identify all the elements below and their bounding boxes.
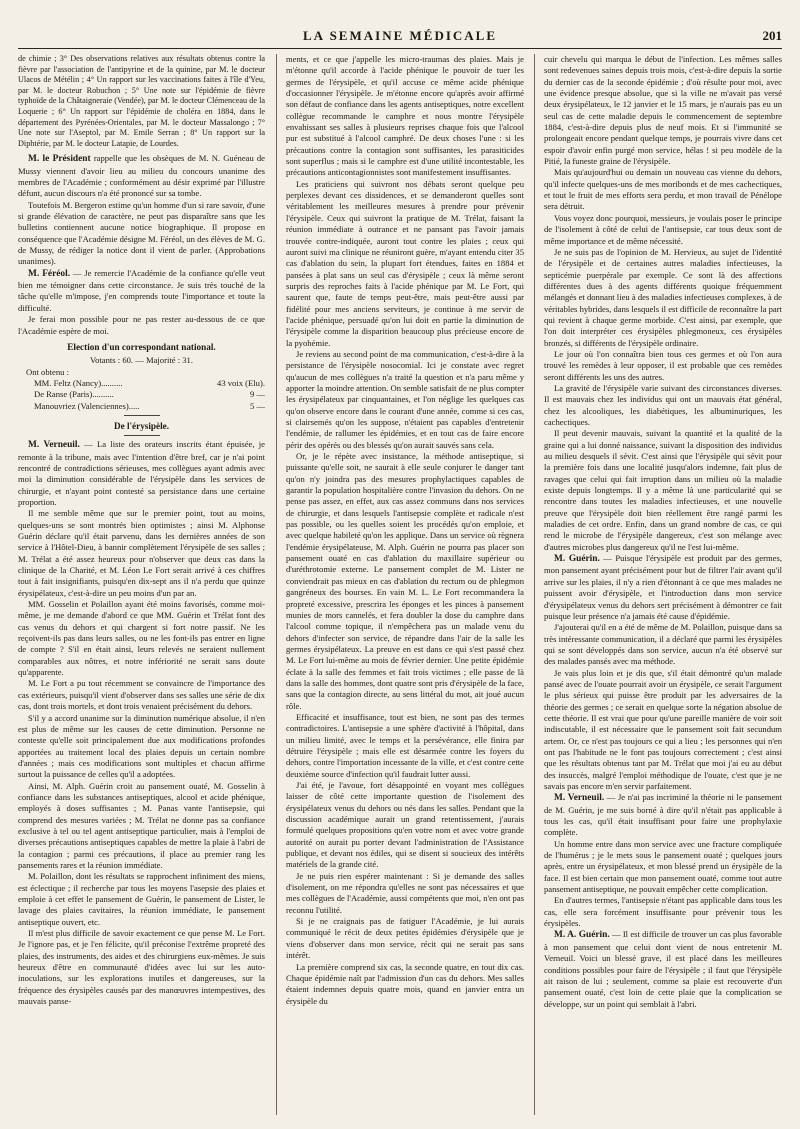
speaker-name: M. Verneuil. [28, 440, 80, 451]
paragraph: Un homme entre dans mon service avec une fracture compliquée de l'humérus ; je le mets sous le pansement ouaté ; quelques jours après, entre un érysipélateux, et mon blessé prend un érysipèle de la face. Il est bien certain que mon pansement ouaté, comme tout autre pansement antiseptique, ne pouvait empêcher cette complication. [544, 838, 782, 895]
speaker-name: M. A. Guérin. [554, 930, 610, 941]
page-number: 201 [762, 28, 782, 43]
paragraph: Je ferai mon possible pour ne pas rester au-dessous de ce que l'Académie espère de moi. [18, 314, 265, 336]
ont-obtenu-label: Ont obtenu : [26, 366, 69, 377]
paragraph-text: — Il est difficile de trouver un cas plus favorable à mon pansement que celui dont vient de nous entretenir M. Verneuil. Voici un blessé grave, il est placé dans les meilleures conditions possibles pour faire de l'érysipèle ; il faut que l'érysipèle ait raison de lui ; seulement, comme sa plaie est recouverte d'un pansement ouaté, c'est loin de cette plaie que la complication se développe, sur un point qui semblait à l'abri. [544, 929, 782, 1009]
paragraph: Or, je le répète avec insistance, la méthode antiseptique, si puissante qu'elle soit, ne saurait à elle seule conjurer le danger tant qu'on n'y joindra pas des mesures prophylactiques capables de garantir la population hospitalière contre l'invasion du dehors. On ne pense pas assez, en effet, aux cas assez communs dans nos services de chirurgie, et dans lesquels l'antisepsie complète et radicale n'est pas possible, ou les quelles soient les procédés qu'on emploie, et avec quelque habileté qu'on les applique. Dans un service où règnera l'endémie érysipélateuse, M. Alph. Guérin ne pourra pas placer son pansement ouaté en cas d'ablation du maxillaire supérieur ou d'uréthrotomie externe. Le pansement complet de M. Lister ne conviendrait pas mieux en cas d'ablation du rectum ou de phlegmon gangréneux des bourses. En vain M. L. Le Fort recommandera la propreté excessive, prescrira les éponges et les pinces à pansement munies de mors cannelés, et fera doubler la dose du camphre dans l'alcool comme topique, il n'empêchera pas un malade venu du dehors d'infecter son service, de répandre dans l'air de la salle les germes érysipélateux. La preuve en est dans ce qui s'est passé chez M. Le Fort lui-même au mois de février dernier. Une petite épidémie éclate à la salle des femmes et fait trois victimes ; elle passe de là dans la salle des hommes, dont quatre sont pris d'érysipèle de la face, sans que la contagion directe, au sens littéral du mot, ait joué aucun rôle. [286, 451, 524, 711]
paragraph: Les praticiens qui suivront nos débats seront quelque peu perplexes devant ces dissidences, et se demanderont quelles sont véritablement les meilleures mesures à prendre pour prévenir l'érysipèle. Ceux qui suivront la pratique de M. Trélat, faisant la réunion immédiate à outrance et ne pansant pas l'avoir jamais trouvée contre-indiquée, auront tout contre les plaies ; ceux qui auront suivi ma clinique ne réuniront guère, m'ayant entendu citer 35 cas d'ablation du sein, la plupart fort étendues, faites en 1884 et pansées à plat sans un seul cas d'érysipèle ; ceux là même seront surpris des reproches faits à l'acide phénique par M. Le Fort, qui saurent que, faute de temps peut-être, mais peut-être aussi par fidélité pour mes anciens serviteurs, je continue à me servir de l'acide phénique, persuadé qu'on lui doit en partie la diminution de l'érysipèle comme la disparition beaucoup plus précieuse encore de la pyohémie. [286, 178, 524, 348]
paragraph-text: — Je remercie l'Académie de la confiance qu'elle veut bien me témoigner dans cette circonstance. Je suis très touché de la tâche qu'elle m'impose, j'en comprends toute l'importance et toute la difficulté. [18, 267, 265, 313]
running-header [18, 26, 782, 49]
paragraph: Je ne puis rien espérer maintenant : Si je demande des salles d'isolement, on me répondra qu'elles ne sont pas nécessaires et que mes collègues de l'Académie, aussi compétents que moi, n'en ont pas reconnu l'utilité. [286, 870, 524, 915]
vote-row [18, 389, 265, 400]
column-2 [276, 54, 524, 1115]
column-1 [18, 54, 266, 1115]
paragraph [544, 792, 782, 838]
paragraph [18, 153, 265, 199]
paragraph: La première comprend six cas, la seconde quatre, en tout dix cas. Chaque épidémie naît par l'admission d'un cas du dehors. Mes salles étaient indemnes depuis quatre mois, quand en janvier entra un érysipèle du [286, 961, 524, 1006]
paragraph [18, 439, 265, 508]
paragraph: Toutefois M. Bergeron estime qu'un homme d'un si rare savoir, d'une si grande élévation de caractère, ne peut pas disparaître sans que les bulletins contiennent aucune notice biographique. Il propose en conséquence que l'Académie désigne M. Féréol, un des élèves de M. G. de Mussy, de rédiger la notice dont il vient de parler. (Approbations unanimes). [18, 199, 265, 267]
vote-result: 43 voix (Elu). [217, 377, 265, 388]
text-columns [18, 54, 782, 1115]
paragraph: ments, et ce que j'appelle les micro-traumas des plaies. Mais je m'étonne qu'il accorde à l'acide phénique le pouvoir de tuer les germes de l'érysipèle, et qu'il accuse ce même acide phénique d'occasionner l'érysipèle. Je m'étonne encore qu'après avoir affirmé son défaut de confiance dans les agents antiseptiques, notre excellent collègue recommande le camphre et nous montre l'érysipèle envahissant ses salles à plusieurs reprises chaque fois que l'alcool pur est substitué à l'alcool camphré. De deux choses l'une : si les précautions contre la contagion sont suffisantes, les parasiticides sont superflus ; mais si le camphre est d'une utilité incontestable, les précautions anticontagionnistes sont manifestement insuffisantes. [286, 54, 524, 178]
paragraph: MM. Gosselin et Polaillon ayant été moins favorisés, comme moi-même, je me demande d'abord ce que MM. Guérin et Trélat font des cas venus du dehors et qui chargent si fort notre passif. Ne les reçoivent-ils pas dans leurs salles, ou ne les font-ils pas entrer en ligne de compte ? S'il en était ainsi, leurs relevés ne seraient nullement comparables aux nôtres, et notre infériorité ne serait sans doute qu'apparente. [18, 599, 265, 678]
paragraph: M. Le Fort a pu tout récemment se convaincre de l'importance des cas extérieurs, puisqu'il vient d'observer dans ses salles une série de dix cas, dont trois mortels, et dont trois venaient précisément du dehors. [18, 678, 265, 712]
paragraph: Efficacité et insuffisance, tout est bien, ne sont pas des termes contradictoires. L'antisepsie a une sphère d'activité à l'hôpital, dans un milieu limité, avec le temps et la persévérance, elle finira par détruire l'érysipèle ; mais elle est désarmée contre les foyers du dehors, contre l'importation incessante de la ville, et c'est contre cette deuxième source d'infection qu'il faudrait lutter aussi. [286, 711, 524, 779]
vote-row [18, 401, 265, 412]
paragraph: La gravité de l'érysipèle varie suivant des circonstances diverses. Il est mauvais chez les individus qui ont un mauvais état général, chez les alcooliques, les diabétiques, les albuminuriques, les cachectiques. [544, 382, 782, 427]
paragraph: cuir chevelu qui marqua le début de l'infection. Les mêmes salles sont redevenues saines depuis trois mois, c'est-à-dire depuis la sortie du dernier cas de la seconde épidémie ; d'où résulte pour moi, avec une évidence presque absolue, que si la ville ne m'avait pas versé deux érysipélateux, le 12 janvier et le 15 mars, je n'aurais pas eu un seul cas de cette maladie depuis le commencement de septembre 1884, c'est-à-dire depuis plus de neuf mois. Et si l'immunité se prolongeait encore pendant quelque temps, je pourrais vivre dans cet espoir d'avoir enfin purgé mon service, hélas ! si peu modèle de la Pitié, la funeste graine de l'érysipèle. [544, 54, 782, 167]
vote-candidate: MM. Feltz (Nancy).......... [34, 377, 123, 388]
paragraph: Vous voyez donc pourquoi, messieurs, je voulais poser le principe de l'isolement à côté de celui de l'antisepsie, car tous deux sont de même importance et de même nécessité. [544, 212, 782, 246]
vote-result: 9 — [249, 389, 265, 400]
paragraph: S'il y a accord unanime sur la diminution numérique absolue, il n'en est plus de même sur les causes de cette diminution. Personne ne conteste qu'elle soit principalement due aux modifications profondes apportées au traitement local des plaies depuis un certain nombre d'années ; mais ces modifications sont multiples et chacun affirme surtout la puissance de celles qu'il a adoptées. [18, 712, 265, 780]
speaker-name: M. le Président [28, 154, 91, 165]
section-heading-election: Election d'un correspondant national. [67, 341, 216, 352]
votants-line: Votants : 60. — Majorité : 31. [90, 355, 193, 366]
speaker-name: M. Verneuil. [554, 793, 605, 804]
paragraph [544, 553, 782, 622]
paragraph: Si je ne craignais pas de fatiguer l'Académie, je lui aurais communiqué le récit de deux petites épidémies d'érysipèle que je viens d'observer dans mon service, récit qui ne serait pas sans intérêt. [286, 916, 524, 961]
divider [124, 435, 160, 436]
paragraph: En d'autres termes, l'antisepsie n'étant pas applicable dans tous les cas, elle sera forcément insuffisante pour prévenir tous les érysipèles. [544, 895, 782, 929]
vote-row [18, 378, 265, 389]
paragraph: Ainsi, M. Alph. Guérin croit au pansement ouaté, M. Gosselin à confiance dans les substances antiseptiques, alcool et acide phénique, employés à doses suffisantes ; M. Panas vante l'antisepsie, qui comprend des mesures variées ; M. Trélat ne donne pas sa confiance exclusive à tel ou tel agent antiseptique particulier, mais à l'emploi de diverses précautions antiseptiques capables de mettre la plaie à l'abri de la contagion ; parmi ces précautions, il place au premier rang les pansements rares et la réunion immédiate. [18, 780, 265, 870]
paragraph: Il peut devenir mauvais, suivant la quantité et la qualité de la graine qui a lui donné naissance, suivant la disposition des individus au milieu desquels il sévit. C'est ainsi que l'érysipèle qui sévit pour la première fois dans une localité jusqu'alors indemne, fait plus de ravages que celui qui fait irruption dans un milieu où la maladie existe depuis longtemps. Il y a même là une particularité qui se rencontre dans toutes les maladies infectieuses, et une nouvelle preuve que l'érysipèle doit bien réellement être rangé parmi les maladies de cet ordre. Enfin, dans un grand nombre de cas, ce qui rend le microbe de l'érysipèle dangereux, c'est son mélange avec d'autres microbes plus dangereux qu'il ne l'est lui-même. [544, 428, 782, 552]
section-heading-erysipele: De l'érysipèle. [113, 420, 170, 431]
divider [124, 415, 160, 416]
paragraph: Je reviens au second point de ma communication, c'est-à-dire à la persistance de l'érysipèle nosocomial. Ici je constate avec regret qu'aucun de mes collègues n'a traité la question et n'a paru même y apporter la moindre attention. On semble satisfait de ne plus compter les érysipélateux par cinquantaines, et l'on néglige les quelques cas qu'on observe encore dans le courant d'une année, comme si ces cas, si clairsemés qu'on les suppose, n'étaient pas capables d'entretenir l'endémie, de rallumer les épidémies, et en tout cas de faire encore périr des opérés ou des blessés qu'on aurait sauvés sans cela. [286, 348, 524, 450]
paragraph: M. Polaillon, dont les résultats se rapprochent infiniment des miens, est éclectique ; il recherche par tous les moyens l'asepsie des plaies et emploie à cet effet le pansement de Guérin, le pansement de Lister, le lavage des plaies cavitaires, la réunion immédiate, le pansement antiseptique ouvert, etc. [18, 871, 265, 927]
vote-candidate: Manouvriez (Valenciennes)..... [34, 400, 140, 411]
column-3 [534, 54, 782, 1115]
paragraph: Je ne suis pas de l'opinion de M. Hervieux, au sujet de l'identité de l'érysipèle et de certaines autres maladies infectieuses, la septicémie puerpérale par exemple. Ce sont là des affections différentes dues à des agents différents quoique fréquemment mélangés et donnant lieu à des maladies infectieuses complexes, à de véritables hybrides, dans lesquels il est difficile de reconnaître la part qui revient à chaque germe morbide. C'est ainsi, par exemple, que l'on doit interpréter ces érysipèles phlegmoneux, ces érysipèles bronzés, si différents de l'érysipèle ordinaire. [544, 246, 782, 348]
paragraph: Je vais plus loin et je dis que, s'il était démontré qu'un malade pansé avec de l'ouate pourrait avoir un érysipèle, ce serait l'argument le plus sérieux qui puisse être produit par les adversaires de la théorie des germes ; ce serait en quelque sorte la négation absolue de cette théorie. Il est vrai que pour qu'une pareille manière de voir soit indiscutable, il est nécessaire que le pansement soit fait secundum artem. Or, ce n'est pas toujours ce qui a lieu ; les personnes qui n'en ont pas l'habitude ne le font pas toujours correctement ; c'est ainsi que les résultats obtenus tant par M. Trélat que moi j'ai eu au début des insuccès, malgré l'emploi méthodique de l'ouate, c'est que je ne savais pas encore m'en servir parfaitement. [544, 667, 782, 791]
paragraph: Il me semble même que sur le premier point, tout au moins, quelques-uns se sont montrés bien optimistes ; ainsi M. Alphonse Guérin déclare qu'il était parvenu, dans les dernières années de son service à l'Hôtel-Dieu, à bannir complètement l'érysipèle de ses salles ; M. Trélat a été assez heureux pour n'observer que deux cas dans la clinique de la Charité, et M. Léon Le Fort serait arrivé à ces chiffres tout à fait insignifiants, puisqu'en dix-sept ans il n'a perdu que quinze érysipélateux, c'est-à-dire un peu moins d'un par an. [18, 508, 265, 598]
speaker-name: M. Guérin. [554, 554, 600, 565]
paragraph: Mais qu'aujourd'hui ou demain un nouveau cas vienne du dehors, qu'il infecte quelques-uns de mes moribonds et de mes cachectiques, et tout le fruit de mes efforts sera perdu, et mon travail de Pénélope sera détruit. [544, 167, 782, 212]
paragraph: Il m'est plus difficile de savoir exactement ce que pense M. Le Fort. Je l'ignore pas, et je l'en félicite, qu'il préconise l'extrême propreté des plaies, des instruments, des aides et des chirurgiens eux-mêmes. Je suis heureux d'être en communauté d'idées avec lui sur les auto-inoculations, sur les explorations inutiles et dangereuses, sur la fréquence des érysipèles causés par des manœuvres intempestives, des mauvais panse- [18, 928, 265, 1007]
vote-candidate: De Ranse (Paris).......... [34, 389, 114, 400]
paragraph: J'ai été, je l'avoue, fort désappointé en voyant mes collègues laisser de côté cette importante question de l'isolement des érysipélateux venus du dehors ou nés dans les salles. Pendant que la discussion académique aurait un grand retentissement, j'aurais formulé quelques propositions qu'en votre nom et avec votre grande autorité on aurait pu porter devant l'administration de l'Assistance publique, et devant nos édiles, qui se disent si soucieux des intérêts matériels de la grande cité. [286, 780, 524, 870]
paragraph-text: — Je n'ai pas incriminé la théorie ni le pansement de M. Guérin, je me suis borné à dire qu'il n'était pas applicable à tous les cas, qu'il était insuffisant pour faire une prophylaxie complète. [544, 792, 782, 838]
paragraph [544, 929, 782, 1009]
running-title: LA SEMAINE MÉDICALE [302, 28, 498, 43]
paragraph-text: — La liste des orateurs inscrits étant épuisée, je remonte à la tribune, mais avec l'intention d'être bref, car je n'ai point rencontré de contradictions sérieuses, mes collègues ayant admis avec moi la diminution considérable de l'érysipèle dans les services de chirurgie, et n'ayant point contesté sa persistance dans une certaine proportion. [18, 439, 265, 507]
paragraph: de chimie ; 3° Des observations relatives aux résultats obtenus contre la fièvre par l'association de l'antipyrine et de la quinine, par M. le docteur Ulacos de Métélin ; 4° Un rapport sur les vaccinations faites à l'île d'Yeu, par M. le docteur Robuchon ; 5° Une note sur l'épidémie de fièvre typhoïde de la Châtaigneraie (Vendée), par M. le docteur Clémenceau de la Loquerie ; 6° Un rapport sur l'épidémie de choléra en 1884, dans le département des Pyrénées-Orientales, par M. le docteur Massalongo ; 7° Une note sur l'Aseptol, par M. Emile Serran ; 8° Un rapport sur la Diphtérie, par M. le docteur Latapie, de Lourdes. [18, 54, 265, 148]
paragraph-text: rappelle que les obsèques de M. N. Guéneau de Mussy viennent d'avoir lieu au milieu du concours unanime des membres de l'Académie ; conformément au désir exprimé par l'illustre défunt, aucun discours n'a été prononcé sur sa tombe. [18, 153, 265, 199]
paragraph [18, 268, 265, 314]
paragraph: Le jour où l'on connaîtra bien tous ces germes et où l'on aura trouvé les remèdes à leur opposer, il est probable que ces remèdes seront différents les uns des autres. [544, 348, 782, 382]
paragraph-text: — Puisque l'érysipèle est produit par des germes, mon pansement ayant précisément pour but de filtrer l'air avant qu'il arrive sur les plaies, il n'y a rien d'étonnant à ce que mes malades ne puissent avoir d'érysipèle, et l'introduction dans mon service d'érysipélateux venus du dehors sert précisément à démontrer ce fait puisque leur présence n'a jamais été cause d'épidémie. [544, 553, 782, 621]
vote-result: 5 — [249, 400, 265, 411]
paragraph: J'ajouterai qu'il en a été de même de M. Polaillon, puisque dans sa très intéressante communication, il a déclaré que parmi les érysipèles qui se sont développés dans son service, aucun n'a été observé sur des malades pansés avec ma méthode. [544, 622, 782, 667]
speaker-name: M. Féréol. [28, 268, 71, 279]
